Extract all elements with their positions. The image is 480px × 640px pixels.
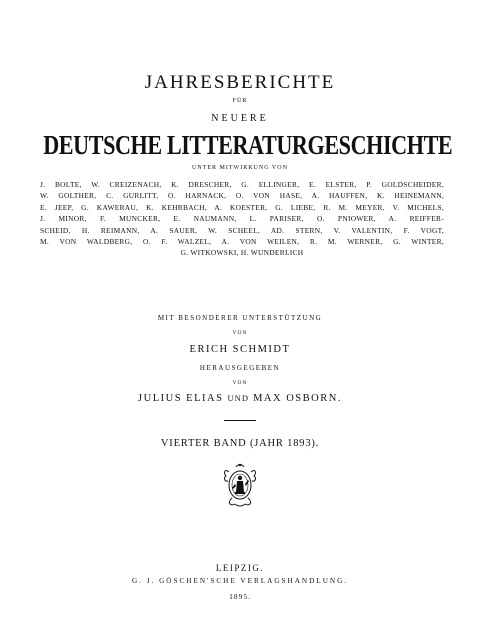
divider-rule <box>224 420 256 421</box>
fuer-text: FÜR <box>232 98 248 104</box>
place-of-publication: LEIPZIG. <box>215 563 265 573</box>
contributors-line: W. GOLTHER, C. GURLITT, O. HARNACK, O. VON HASE, A. HAUFFEN, K. HEINEMANN, <box>40 191 444 201</box>
contributors-line: G. WITKOWSKI, H. WUNDERLICH <box>180 248 304 258</box>
von-text: VON <box>232 380 248 386</box>
publisher-name: G. J. GÖSCHEN'SCHE VERLAGSHANDLUNG. <box>131 577 349 585</box>
von-text: VON <box>232 330 248 336</box>
series-title: JAHRESBERICHTE <box>144 72 336 93</box>
contributors-line: J. BOLTE, W. CREIZENACH, K. DRESCHER, G. ELLINGER, E. ELSTER, P. GOLDSCHEIDER, <box>40 180 444 189</box>
besonderer-text: MIT BESONDERER UNTERSTÜTZUNG <box>157 314 323 322</box>
contributors-list <box>40 179 444 259</box>
contributors-line: E. JEEP, G. KAWERAU, K. KEHRBACH, A. KOESTER, G. LIEBE, R. M. MEYER, V. MICHELS, <box>40 202 444 212</box>
volume-label: VIERTER BAND (JAHR 1893). <box>160 438 320 449</box>
herausgegeben-text: HERAUSGEGEBEN <box>199 364 281 372</box>
contributors-line: J. MINOR, F. MUNCKER, E. NAUMANN, L. PARISER, O. PNIOWER, A. REIFFER- <box>40 214 444 224</box>
patron-name: ERICH SCHMIDT <box>189 344 291 355</box>
publisher-vignette-icon <box>218 460 262 510</box>
unter-mitwirkung-text: UNTER MITWIRKUNG VON <box>192 165 288 171</box>
contributors-line: M. VON WALDBERG, O. F. WALZEL, A. VON WEILEN, R. M. WERNER, G. WINTER, <box>40 237 444 247</box>
editors <box>0 393 480 404</box>
contributors-line: SCHEID, H. REIMANN, A. SAUER, W. SCHEEL, AD. STERN, V. VALENTIN, F. VOGT, <box>40 225 444 235</box>
und-text: UND <box>227 393 249 403</box>
publication-year: 1895. <box>229 592 251 601</box>
editor-name: JULIUS ELIAS <box>138 393 224 404</box>
editor-name: MAX OSBORN. <box>253 393 342 404</box>
neuere-text: NEUERE <box>211 113 269 124</box>
main-title: DEUTSCHE LITTERATURGESCHICHTE <box>43 130 453 160</box>
